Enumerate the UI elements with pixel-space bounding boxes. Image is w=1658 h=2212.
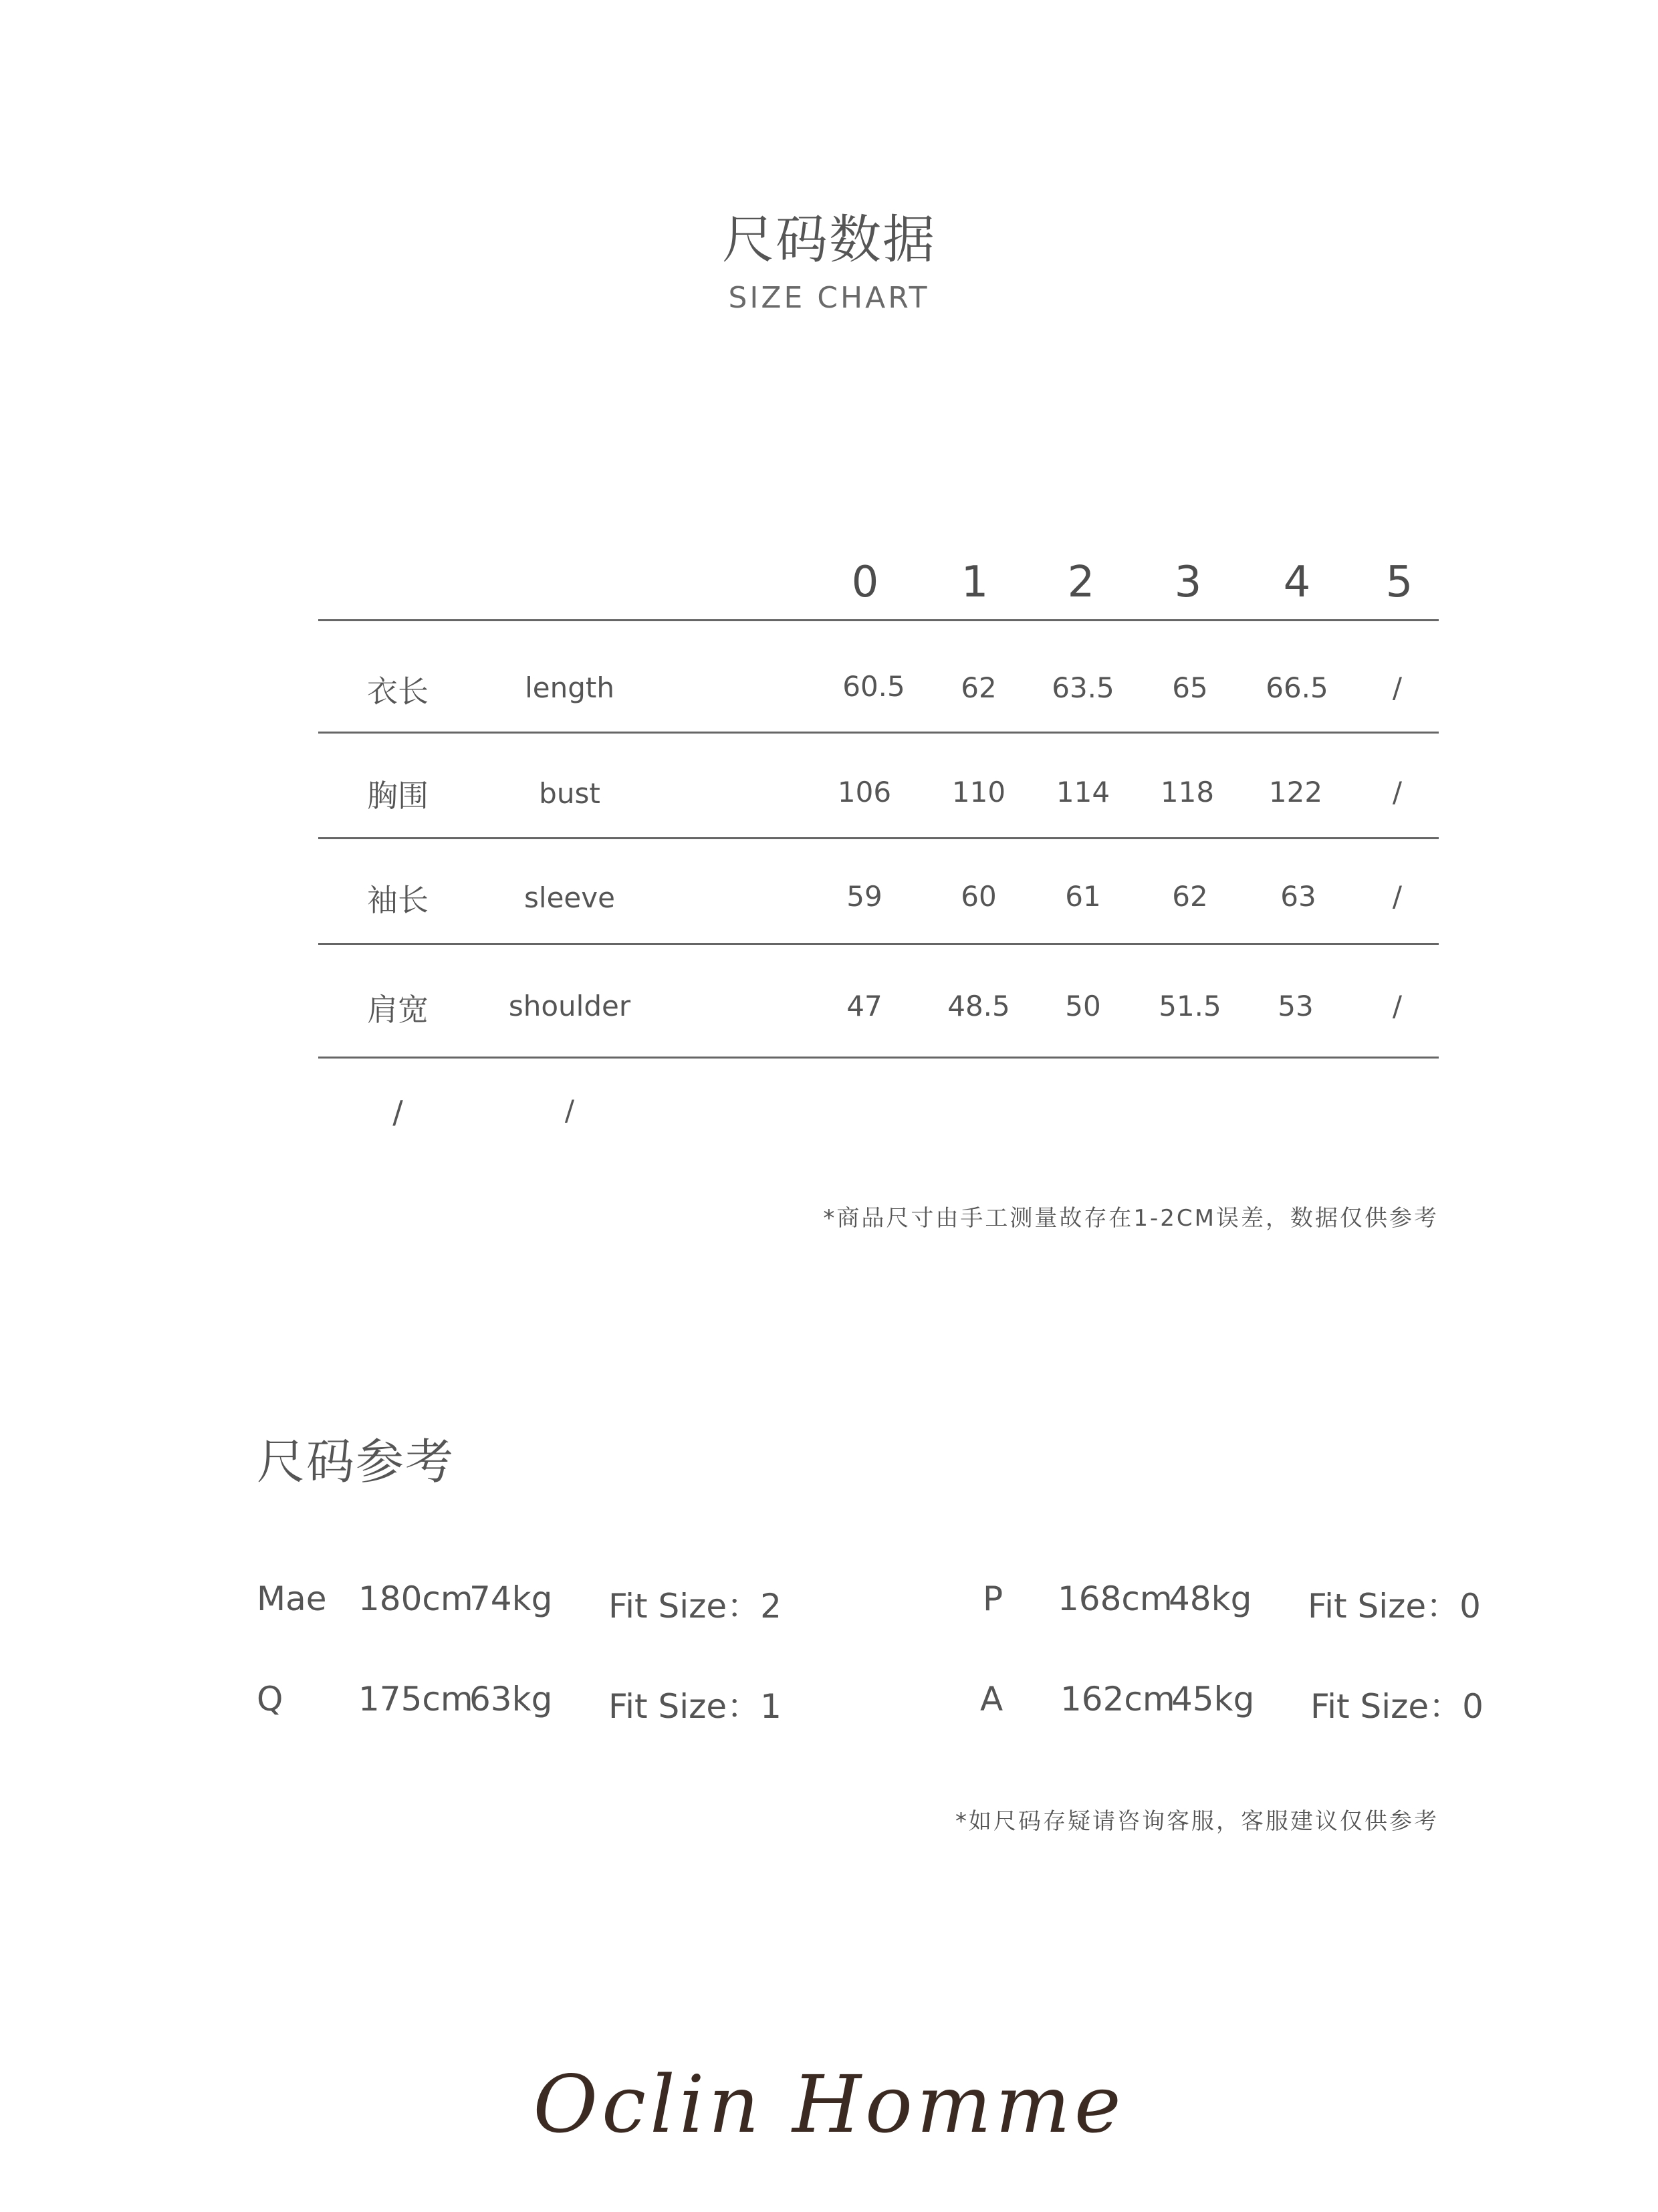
brand-logo: Oclin Homme — [533, 2058, 1125, 2150]
table-divider — [318, 619, 1439, 621]
model-height: 168cm — [1058, 1579, 1173, 1618]
model-weight: 45kg — [1171, 1680, 1255, 1719]
table-cell: 118 — [1160, 776, 1215, 808]
table-cell: 60.5 — [842, 670, 905, 703]
model-fit-size: Fit Size：0 — [1308, 1587, 1481, 1626]
table-cell: / — [1392, 671, 1403, 704]
row-label-cn: 肩宽 — [367, 992, 429, 1028]
row-label-cn: 胸围 — [367, 778, 429, 814]
table-cell: 110 — [951, 776, 1006, 808]
table-cell: / — [1392, 880, 1403, 913]
model-name: P — [983, 1579, 1003, 1618]
size-header-1: 1 — [961, 558, 989, 607]
table-cell: 114 — [1056, 776, 1110, 808]
size-header-0: 0 — [851, 558, 879, 607]
model-fit-size: Fit Size：2 — [608, 1587, 782, 1626]
row-label-cn: / — [392, 1094, 403, 1130]
table-cell: 61 — [1065, 880, 1101, 913]
row-label-en: bust — [539, 777, 600, 810]
size-header-3: 3 — [1174, 558, 1202, 607]
row-label-en: / — [564, 1094, 575, 1127]
page-subtitle: SIZE CHART — [728, 281, 930, 315]
model-height: 162cm — [1060, 1680, 1175, 1719]
table-cell: 51.5 — [1159, 990, 1221, 1022]
table-cell: / — [1392, 776, 1403, 808]
model-fit-size: Fit Size：1 — [608, 1687, 782, 1726]
measurement-note: *商品尺寸由手工测量故存在1-2CM误差，数据仅供参考 — [823, 1205, 1439, 1232]
table-divider — [318, 943, 1439, 945]
model-name: A — [980, 1680, 1003, 1719]
page-title: 尺码数据 — [721, 210, 936, 270]
model-weight: 48kg — [1169, 1579, 1252, 1618]
table-cell: 122 — [1268, 776, 1323, 808]
table-cell: 50 — [1065, 990, 1101, 1022]
model-name: Q — [257, 1680, 283, 1719]
size-header-5: 5 — [1385, 558, 1413, 607]
size-advice-note: *如尺码存疑请咨询客服，客服建议仅供参考 — [955, 1808, 1439, 1835]
model-height: 175cm — [358, 1680, 473, 1719]
row-label-en: length — [525, 671, 614, 704]
table-cell: 62 — [961, 671, 997, 704]
table-cell: 63 — [1280, 880, 1316, 913]
table-cell: 62 — [1172, 880, 1208, 913]
table-cell: 47 — [846, 990, 882, 1022]
model-weight: 63kg — [469, 1680, 553, 1719]
model-weight: 74kg — [469, 1579, 553, 1618]
table-cell: 65 — [1172, 671, 1208, 704]
size-header-2: 2 — [1067, 558, 1095, 607]
row-label-en: sleeve — [524, 881, 615, 914]
row-label-cn: 袖长 — [367, 882, 429, 918]
model-height: 180cm — [358, 1579, 473, 1618]
size-header-4: 4 — [1283, 558, 1311, 607]
table-cell: 66.5 — [1266, 671, 1328, 704]
table-divider — [318, 732, 1439, 734]
model-name: Mae — [257, 1579, 327, 1618]
table-cell: 48.5 — [947, 990, 1010, 1022]
row-label-cn: 衣长 — [367, 673, 429, 709]
row-label-en: shoulder — [508, 990, 631, 1022]
table-cell: / — [1392, 990, 1403, 1022]
table-divider — [318, 1057, 1439, 1059]
table-cell: 59 — [846, 880, 882, 913]
table-cell: 53 — [1278, 990, 1314, 1022]
table-divider — [318, 837, 1439, 839]
section-title: 尺码参考 — [257, 1434, 455, 1490]
table-cell: 60 — [961, 880, 997, 913]
table-cell: 63.5 — [1052, 671, 1114, 704]
table-cell: 106 — [837, 776, 892, 808]
model-fit-size: Fit Size：0 — [1310, 1687, 1484, 1726]
